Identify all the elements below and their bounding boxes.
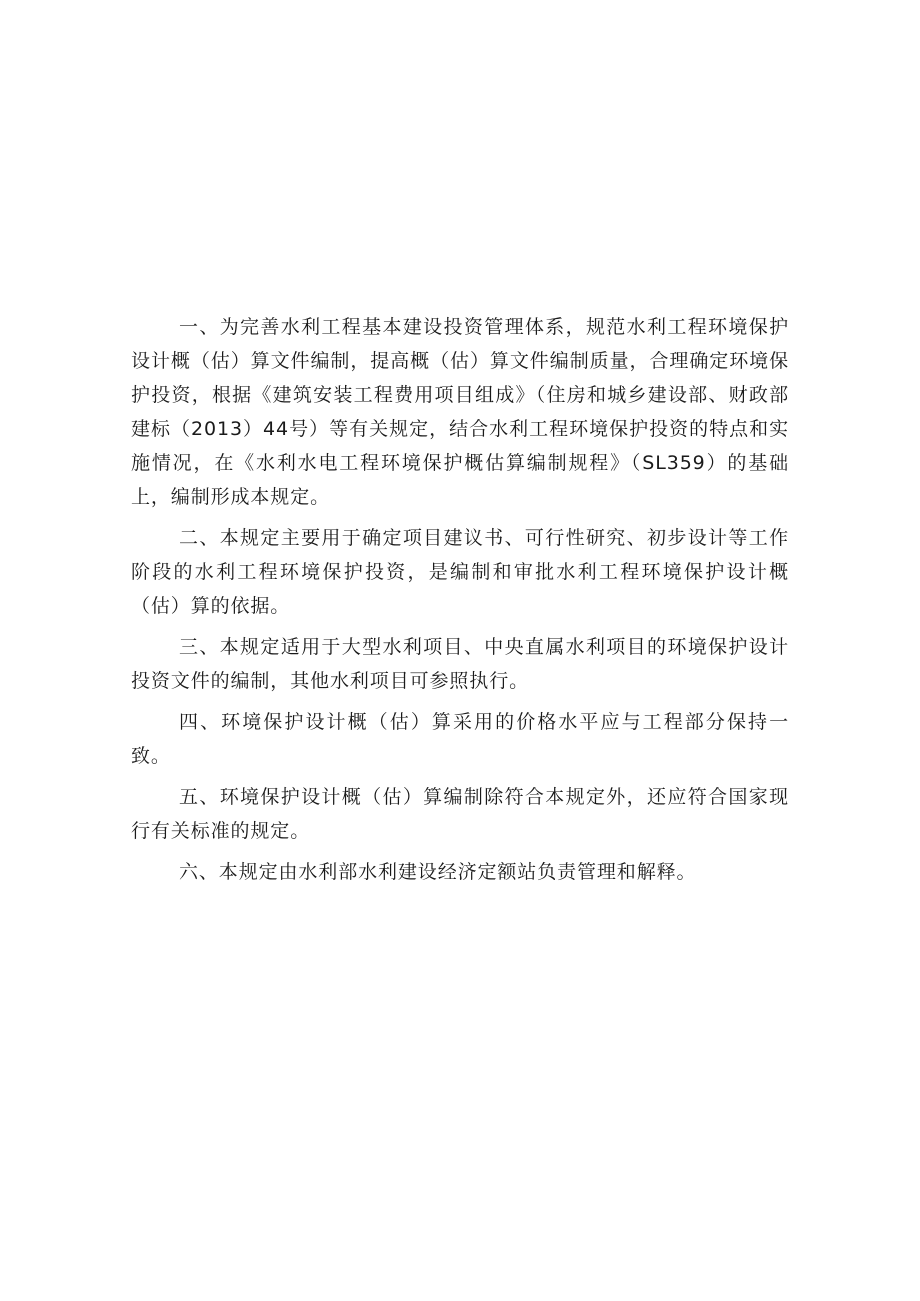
paragraph-4: 四、环境保护设计概（估）算采用的价格水平应与工程部分保持一致。 (131, 711, 789, 767)
paragraph-1: 一、为完善水利工程基本建设投资管理体系，规范水利工程环境保护设计概（估）算文件编制，提高概（估）算文件编制质量，合理确定环境保护投资，根据《建筑安装工程费用项目组成》（住房和城乡建设部、财政部建标（2013）44号）等有关规定，结合水利工程环境保护投资的特点和实施情况，在《水利水电工程环境保护概估算编制规程》（SL359）的基础上，编制形成本规定。 (131, 316, 789, 508)
paragraph-6: 六、本规定由水利部水利建设经济定额站负责管理和解释。 (179, 861, 697, 883)
paragraph-3: 三、本规定适用于大型水利项目、中央直属水利项目的环境保护设计投资文件的编制，其他水利项目可参照执行。 (131, 636, 789, 692)
paragraph-2: 二、本规定主要用于确定项目建议书、可行性研究、初步设计等工作阶段的水利工程环境保护投资，是编制和审批水利工程环境保护设计概（估）算的依据。 (131, 527, 789, 617)
document-body (131, 310, 789, 896)
paragraph-5: 五、环境保护设计概（估）算编制除符合本规定外，还应符合国家现行有关标准的规定。 (131, 786, 789, 842)
